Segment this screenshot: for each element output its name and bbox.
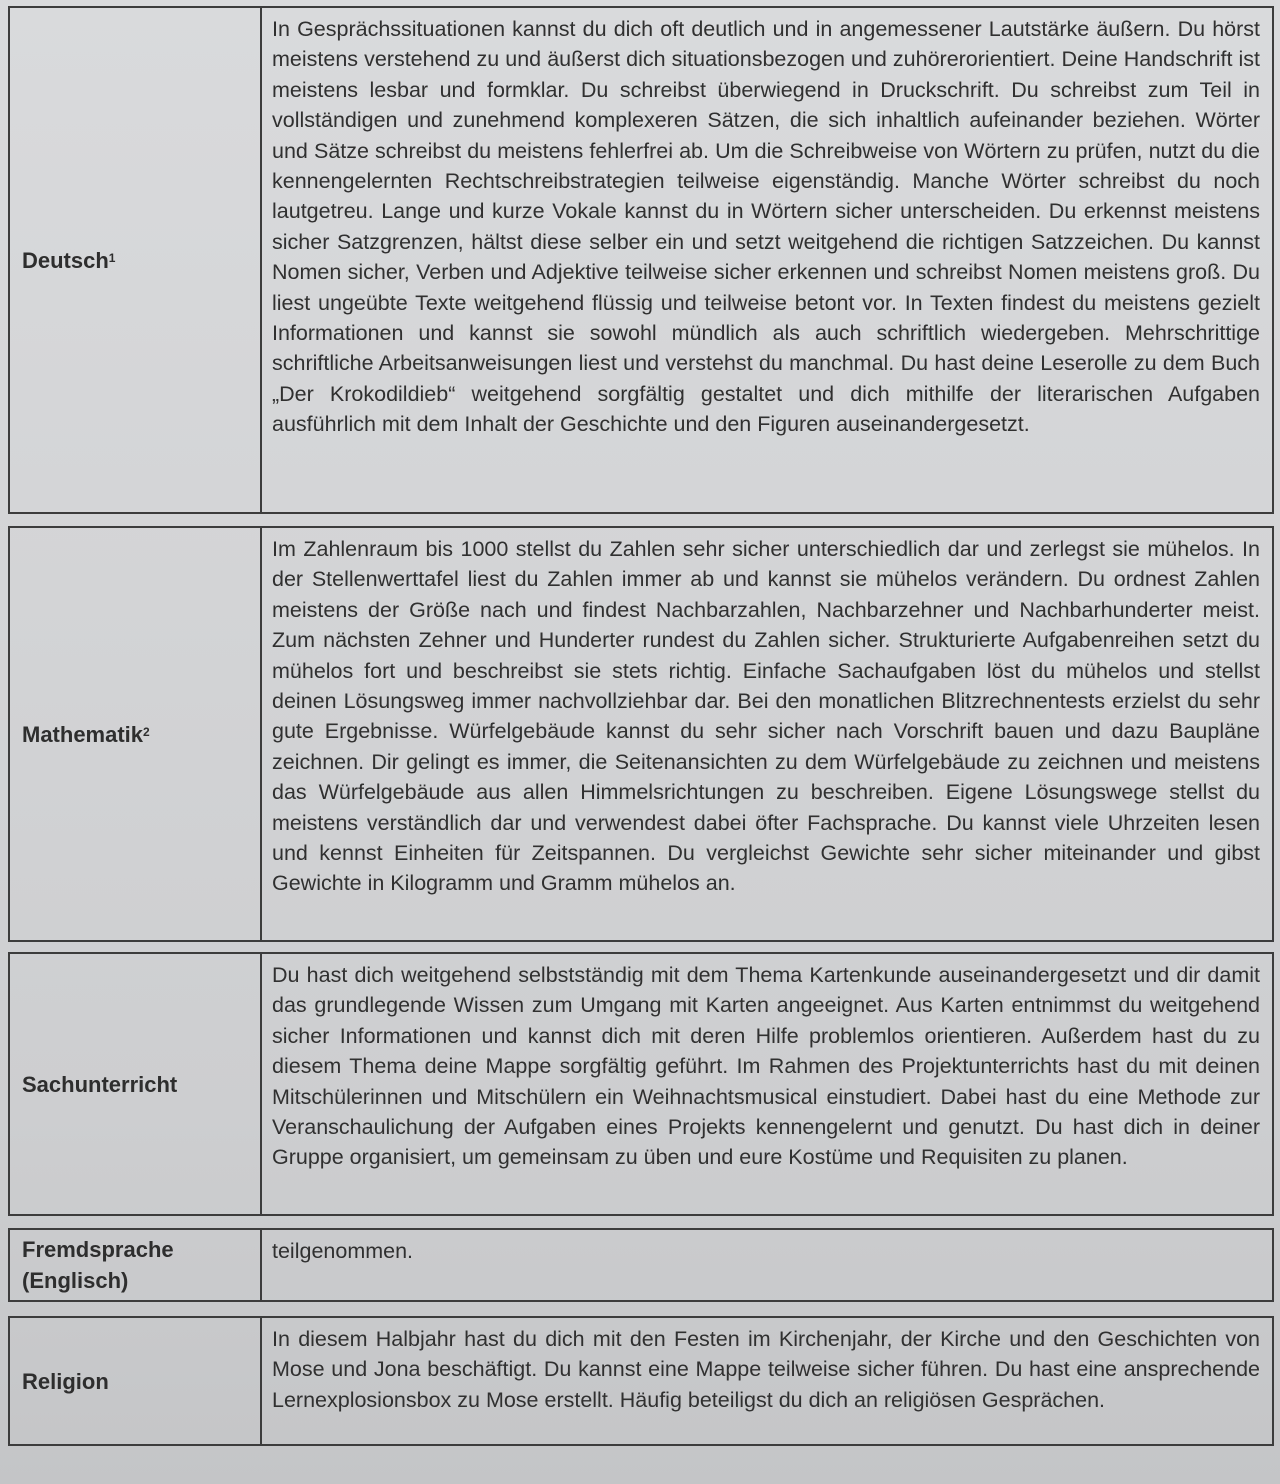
subject-label — [10, 1318, 262, 1444]
subject-name: Sachunterricht — [22, 1071, 178, 1097]
subject-label — [10, 954, 262, 1214]
subject-name: Deutsch — [22, 247, 109, 273]
subject-label — [10, 1230, 262, 1300]
footnote-marker: 1 — [108, 250, 116, 265]
assessment-text: In diesem Halbjahr hast du dich mit den Festen im Kirchenjahr, der Kirche und den Geschichten von Mose und Jona beschäftigt. Du kannst eine Mappe teilweise sicher führen. Du hast eine ansprechende Lernexplosionsbox zu Mose erstellt. Häufig beteiligst du dich an religiösen Gesprächen. — [272, 1327, 1260, 1412]
subject-row-fremdsprache — [8, 1228, 1274, 1302]
footnote-marker: 2 — [143, 724, 150, 739]
subject-row-deutsch — [8, 6, 1274, 514]
assessment-text: Du hast dich weitgehend selbstständig mit dem Thema Kartenkunde auseinandergesetzt und dir damit das grundlegende Wissen zum Umgang mit Karten angeeignet. Aus Karten entnimmst du weitgehend sicher Informationen und kannst dich mit deren Hilfe problemlos orientieren. Außerdem hast du zu diesem Thema deine Mappe sorgfältig geführt. Im Rahmen des Projektunterrichts hast du mit deinen Mitschülerinnen und Mitschülern ein Weihnachtsmusical einstudiert. Dabei hast du eine Methode zur Veranschaulichung der Aufgaben eines Projekts kennengelernt und genutzt. Du hast dich in deiner Gruppe organisiert, um gemeinsam zu üben und eure Kostüme und Requisiten zu planen. — [272, 963, 1260, 1170]
subject-row-mathematik — [8, 526, 1274, 942]
subject-name: Fremdsprache (Englisch) — [22, 1237, 174, 1293]
subject-row-religion — [8, 1316, 1274, 1446]
subject-name: Mathematik — [22, 721, 144, 747]
assessment-text: In Gesprächssituationen kannst du dich oft deutlich und in angemessener Lautstärke äußern. Du hörst meistens verstehend zu und äußerst dich situationsbezogen und zuhörerorientiert. Deine Handschrift ist meistens lesbar und formklar. Du schreibst überwiegend in Druckschrift. Du schreibst zum Teil in vollständigen und zunehmend komplexeren Sätzen, die sich inhaltlich aufeinander beziehen. Wörter und Sätze schreibst du meistens fehlerfrei ab. Um die Schreibweise von Wörtern zu prüfen, nutzt du die kennengelernten Rechtschreibstrategien teilweise eigenständig. Manche Wörter schreibst du noch lautgetreu. Lange und kurze Vokale kannst du in Wörtern sicher unterscheiden. Du erkennst meistens sicher Satzgrenzen, hältst diese selber ein und setzt weitgehend die richtigen Satzzeichen. Du kannst Nomen sicher, Verben und Adjektive teilweise sicher erkennen und schreibst Nomen meistens groß. Du liest ungeübte Texte weitgehend flüssig und teilweise betont vor. In Texten findest du meistens gezielt Informationen und kannst sie sowohl mündlich als auch schriftlich wiedergeben. Mehrschrittige schriftliche Arbeitsanweisungen liest und verstehst du manchmal. Du hast deine Leserolle zu dem Buch „Der Krokodildieb“ weitgehend sorgfältig gestaltet und dich mithilfe der literarischen Aufgaben ausführlich mit dem Inhalt der Geschichte und den Figuren auseinandergesetzt. — [272, 17, 1260, 437]
assessment-text: Im Zahlenraum bis 1000 stellst du Zahlen sehr sicher unterschiedlich dar und zerlegst sie mühelos. In der Stellenwerttafel liest du Zahlen immer ab und kannst sie mühelos verändern. Du ordnest Zahlen meistens der Größe nach und findest Nachbarzahlen, Nachbarzehner und Nachbarhunderter meist. Zum nächsten Zehner und Hunderter rundest du Zahlen sicher. Strukturierte Aufgabenreihen setzt du mühelos fort und beschreibst sie stets richtig. Einfache Sachaufgaben löst du mühelos und stellst deinen Lösungsweg immer nachvollziehbar dar. Bei den monatlichen Blitzrechnentests erzielst du sehr gute Ergebnisse. Würfelgebäude kannst du sehr sicher nach Vorschrift bauen und dazu Baupläne zeichnen. Dir gelingt es immer, die Seitenansichten zu dem Würfelgebäude zu zeichnen und meistens das Würfelgebäude aus allen Himmelsrichtungen zu beschreiben. Eigene Lösungswege stellst du meistens verständlich dar und verwendest dabei öfter Fachsprache. Du kannst viele Uhrzeiten lesen und kennst Einheiten für Zeitspannen. Du vergleichst Gewichte sehr sicher miteinander und gibst Gewichte in Kilogramm und Gramm mühelos an. — [272, 537, 1260, 896]
assessment-text: teilgenommen. — [272, 1239, 414, 1263]
subject-label — [10, 8, 262, 512]
subject-label — [10, 528, 262, 940]
subject-name: Religion — [22, 1368, 109, 1394]
subject-row-sachunterricht — [8, 952, 1274, 1216]
